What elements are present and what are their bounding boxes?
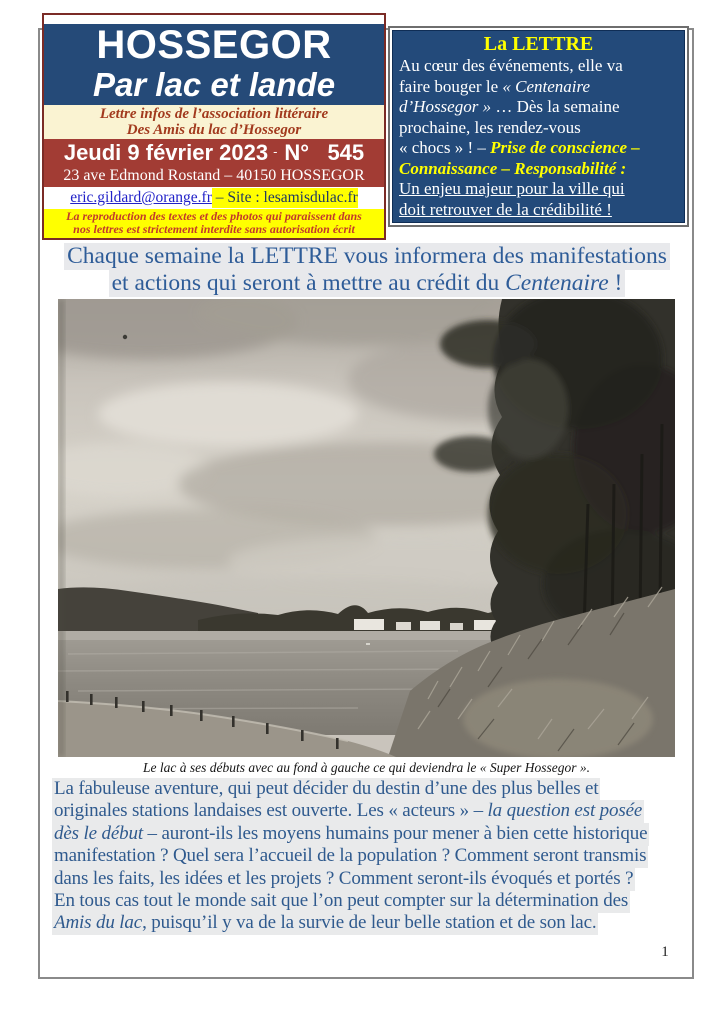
association-line1: Lettre infos de l’association littéraire	[99, 106, 329, 122]
address-line: 23 ave Edmond Rostand – 40150 HOSSEGOR	[63, 167, 365, 184]
headline-line1: Chaque semaine la LETTRE vous informera des manifestations	[64, 243, 670, 270]
site-text: – Site : lesamisdulac.fr	[211, 189, 358, 206]
copyright-notice	[44, 209, 384, 238]
body-paragraph	[52, 778, 712, 935]
headline-line2	[109, 270, 626, 297]
body-line3a: dès le début	[54, 822, 143, 844]
newsletter-subtitle: Par lac et lande	[92, 66, 336, 103]
la-lettre-title: La LETTRE	[483, 33, 594, 55]
la-lettre-text	[399, 56, 678, 220]
body-line3b: – auront-ils les moyens humains pour mener à bien cette historique	[142, 822, 648, 844]
lettre-line4: prochaine, les rendez-vous	[399, 117, 581, 137]
contact-line	[44, 187, 384, 209]
lettre-line7: Un enjeu majeur pour la ville qui	[399, 179, 625, 198]
body-line4: manifestation ? Quel sera l’accueil de la population ? Comment seront transmis	[54, 845, 647, 867]
masthead-banner	[44, 24, 384, 105]
body-line2a: originales stations landaises est ouverte. Les « acteurs » –	[54, 800, 488, 822]
lake-photo	[58, 299, 675, 757]
photo-caption: Le lac à ses débuts avec au fond à gauche ce qui deviendra le « Super Hossegor ».	[143, 760, 590, 775]
la-lettre-inner	[392, 30, 685, 223]
headline-line2a: et actions qui seront à mettre au crédit du	[111, 269, 506, 296]
body-line7a: Amis du lac	[54, 912, 143, 934]
masthead	[42, 13, 386, 240]
lettre-line6: Connaissance – Responsabilité :	[399, 158, 627, 178]
body-line1: La fabuleuse aventure, qui peut décider du destin d’une des plus belles et	[54, 778, 599, 799]
headline-line2c: !	[608, 269, 623, 296]
lettre-line8: doit retrouver de la crédibilité !	[399, 199, 612, 219]
lettre-line1: Au cœur des événements, elle va	[399, 56, 623, 75]
body-line6: En tous cas tout le monde sait que l’on peut compter sur la détermination des	[54, 890, 629, 912]
notice-line2: nos lettres est strictement interdite sans autorisation écrit	[73, 222, 355, 236]
bird-speck	[123, 335, 127, 339]
association-banner	[44, 105, 384, 139]
email-link[interactable]: eric.gildard@orange.fr	[70, 189, 212, 206]
headline	[40, 243, 694, 296]
issue-banner	[44, 139, 384, 187]
notice-line1: La reproduction des textes et des photos qui paraissent dans	[66, 209, 362, 223]
newsletter-title: HOSSEGOR	[96, 23, 332, 67]
issue-separator: -	[273, 144, 278, 159]
lettre-line2b: « Centenaire	[502, 76, 591, 96]
body-line7b: , puisqu’il y va de la survie de leur belle station et de son lac.	[142, 912, 597, 934]
lettre-line2a: faire bouger le	[399, 76, 503, 96]
association-line2: Des Amis du lac d’Hossegor	[126, 122, 302, 138]
body-line3	[52, 823, 649, 846]
lake-photo-image	[58, 299, 675, 757]
body-line2b: la question est posée	[487, 800, 643, 822]
la-lettre-box	[388, 26, 689, 227]
headline-line2b: Centenaire	[505, 269, 609, 296]
page-number: 1	[661, 944, 669, 960]
body-line5: dans les faits, les idées et les projets ? Comment seront-ils évoqués et portés ?	[54, 867, 634, 889]
lettre-line5b: Prise de conscience –	[490, 138, 640, 157]
lettre-line3b: … Dès la semaine	[491, 97, 620, 116]
body-line2	[52, 800, 644, 823]
body-line7	[52, 912, 598, 935]
issue-date-line	[44, 139, 384, 166]
lettre-line5a: « chocs » ! –	[399, 138, 491, 157]
issue-date: Jeudi 9 février 2023	[63, 140, 269, 165]
lettre-line3a: d’Hossegor »	[399, 97, 492, 116]
issue-number: N° 545	[284, 140, 365, 165]
